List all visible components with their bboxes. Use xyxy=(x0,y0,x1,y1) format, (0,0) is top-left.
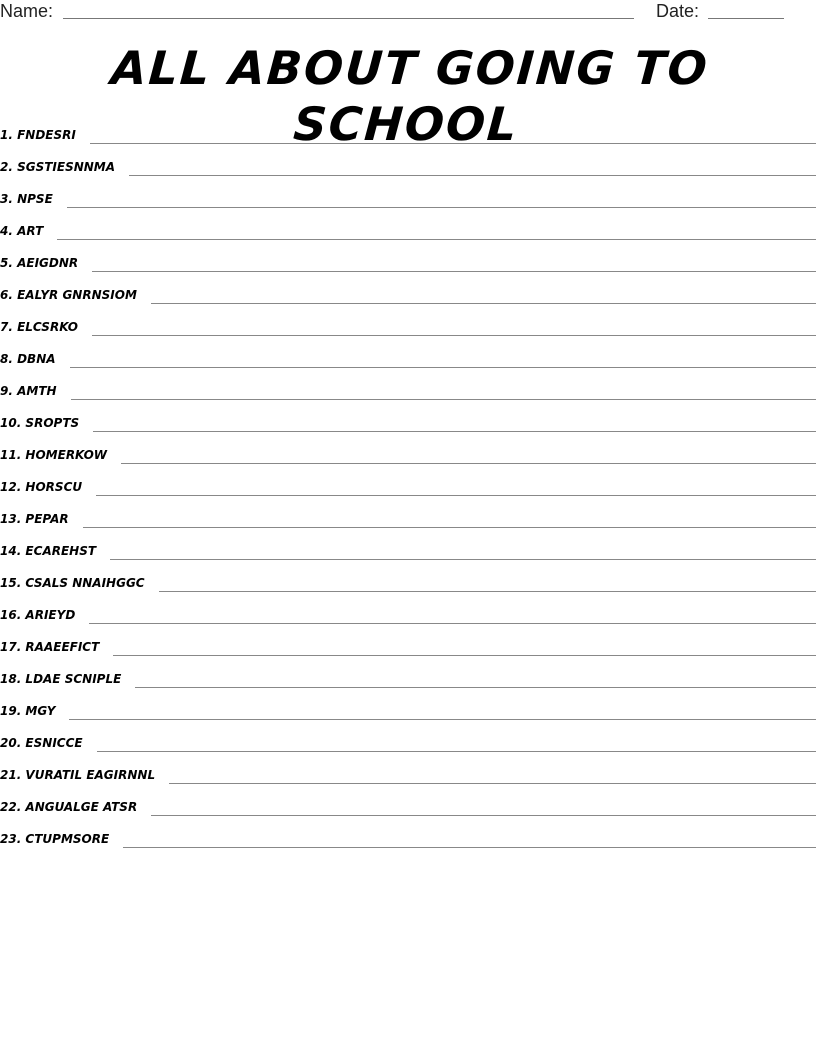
list-item xyxy=(0,817,816,849)
list-item xyxy=(0,721,816,753)
scrambled-word: 20. ESNICCE xyxy=(0,736,83,750)
scrambled-word: 5. AEIGDNR xyxy=(0,256,79,270)
page-title: ALL ABOUT GOING TO SCHOOL xyxy=(109,41,711,151)
list-item xyxy=(0,785,816,817)
scrambled-word: 11. HOMERKOW xyxy=(0,448,108,462)
list-item xyxy=(0,689,816,721)
list-item xyxy=(0,177,816,209)
list-item xyxy=(0,561,816,593)
answer-line xyxy=(151,815,816,816)
scrambled-word: 10. SROPTS xyxy=(0,416,80,430)
answer-line xyxy=(57,239,816,240)
scrambled-word: 7. ELCSRKO xyxy=(0,320,78,334)
scrambled-word: 9. AMTH xyxy=(0,384,57,398)
answer-line xyxy=(90,143,816,144)
name-label: Name: xyxy=(0,1,54,21)
list-item xyxy=(0,145,816,177)
scrambled-word: 21. VURATIL EAGIRNNL xyxy=(0,768,156,782)
scramble-list xyxy=(0,113,816,849)
list-item xyxy=(0,593,816,625)
answer-line xyxy=(92,335,816,336)
scrambled-word: 3. NPSE xyxy=(0,192,53,206)
scrambled-word: 8. DBNA xyxy=(0,352,56,366)
answer-line xyxy=(151,303,816,304)
answer-line xyxy=(83,527,816,528)
list-item xyxy=(0,657,816,689)
answer-line xyxy=(159,591,816,592)
list-item xyxy=(0,337,816,369)
list-item xyxy=(0,273,816,305)
date-label: Date: xyxy=(656,1,700,21)
answer-line xyxy=(89,623,816,624)
list-item xyxy=(0,369,816,401)
list-item xyxy=(0,753,816,785)
answer-line xyxy=(69,719,816,720)
scrambled-word: 19. MGY xyxy=(0,704,56,718)
answer-line xyxy=(129,175,816,176)
scrambled-word: 23. CTUPMSORE xyxy=(0,832,110,846)
answer-line xyxy=(121,463,816,464)
list-item xyxy=(0,209,816,241)
scrambled-word: 15. CSALS NNAIHGGC xyxy=(0,576,145,590)
scrambled-word: 18. LDAE SCNIPLE xyxy=(0,672,122,686)
name-blank-line xyxy=(63,18,634,19)
date-blank-line xyxy=(708,18,784,19)
answer-line xyxy=(93,431,816,432)
list-item xyxy=(0,529,816,561)
scrambled-word: 1. FNDESRI xyxy=(0,128,76,142)
scrambled-word: 13. PEPAR xyxy=(0,512,69,526)
answer-line xyxy=(113,655,816,656)
answer-line xyxy=(92,271,816,272)
answer-line xyxy=(97,751,816,752)
list-item xyxy=(0,433,816,465)
list-item xyxy=(0,625,816,657)
list-item xyxy=(0,497,816,529)
scrambled-word: 2. SGSTIESNNMA xyxy=(0,160,116,174)
answer-line xyxy=(71,399,816,400)
worksheet-header xyxy=(0,0,816,26)
answer-line xyxy=(67,207,816,208)
list-item xyxy=(0,401,816,433)
scrambled-word: 4. ART xyxy=(0,224,44,238)
list-item xyxy=(0,465,816,497)
scrambled-word: 6. EALYR GNRNSIOM xyxy=(0,288,137,302)
answer-line xyxy=(123,847,816,848)
scrambled-word: 16. ARIEYD xyxy=(0,608,76,622)
answer-line xyxy=(110,559,816,560)
answer-line xyxy=(96,495,816,496)
list-item xyxy=(0,241,816,273)
scrambled-word: 22. ANGUALGE ATSR xyxy=(0,800,138,814)
scrambled-word: 14. ECAREHST xyxy=(0,544,97,558)
list-item xyxy=(0,305,816,337)
scrambled-word: 12. HORSCU xyxy=(0,480,83,494)
list-item xyxy=(0,113,816,145)
answer-line xyxy=(70,367,816,368)
answer-line xyxy=(169,783,816,784)
scrambled-word: 17. RAAEEFICT xyxy=(0,640,100,654)
answer-line xyxy=(135,687,816,688)
